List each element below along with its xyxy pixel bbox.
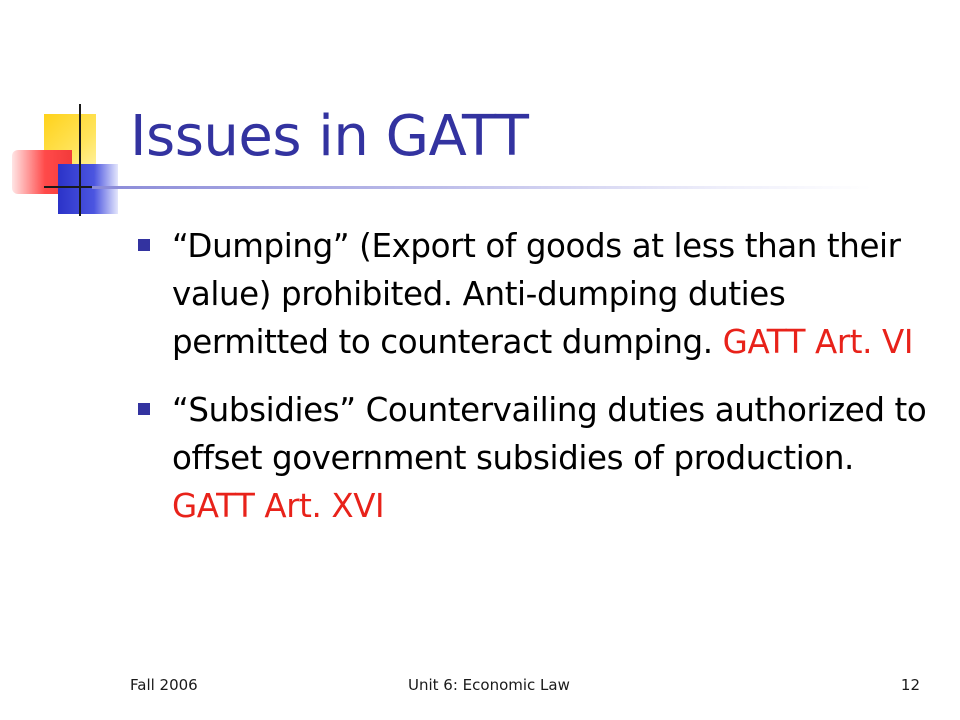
blue-square-decoration <box>58 164 118 214</box>
citation-text: GATT Art. VI <box>722 323 914 361</box>
bullet-item-subsidies <box>138 386 938 530</box>
slide-number: 12 <box>900 676 920 694</box>
vertical-line-decoration <box>79 104 81 216</box>
footer-date: Fall 2006 <box>130 676 198 694</box>
decorative-corner-graphic <box>0 90 140 220</box>
bullet-item-dumping <box>138 222 938 366</box>
bullet-list <box>138 222 938 550</box>
square-bullet-icon <box>138 239 150 251</box>
square-bullet-icon <box>138 403 150 415</box>
bullet-text: “Dumping” (Export of goods at less than their value) prohibited. Anti-dumping duties permitted to counteract dumping. <box>172 227 901 361</box>
citation-text: GATT Art. XVI <box>172 487 385 525</box>
footer-course-title: Unit 6: Economic Law <box>408 676 570 694</box>
slide-title: Issues in GATT <box>130 104 529 169</box>
bullet-text: “Subsidies” Countervailing duties authorized to offset government subsidies of production. <box>172 391 927 477</box>
title-underline <box>92 186 872 189</box>
